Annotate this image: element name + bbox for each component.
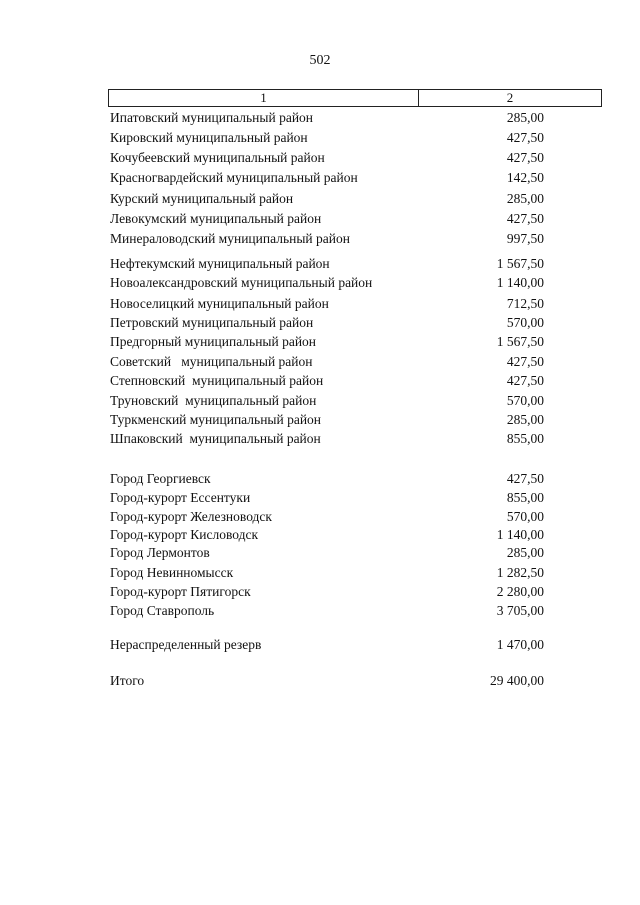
- table-row: [110, 255, 544, 273]
- row-value: 570,00: [506, 315, 544, 330]
- row-value: 1 470,00: [496, 637, 544, 652]
- row-name: Предгорный муниципальный район: [110, 334, 317, 349]
- row-value: 427,50: [506, 471, 544, 486]
- table-row: [110, 583, 544, 601]
- row-value: 427,50: [506, 211, 544, 226]
- row-name: Новоселицкий муниципальный район: [110, 296, 329, 311]
- table-row: [110, 190, 544, 208]
- row-value: 1 282,50: [496, 565, 544, 580]
- table-row: [110, 489, 544, 507]
- table-row: [110, 526, 544, 544]
- table-row: [110, 169, 544, 187]
- row-name: Кировский муниципальный район: [110, 130, 308, 145]
- table-row: [110, 353, 544, 371]
- row-name: Город Лермонтов: [110, 545, 210, 560]
- row-value: 285,00: [506, 545, 544, 560]
- row-name: Город-курорт Ессентуки: [110, 490, 251, 505]
- row-name: Шпаковский муниципальный район: [110, 431, 321, 446]
- row-value: 427,50: [506, 373, 544, 388]
- row-name: Город Ставрополь: [110, 603, 215, 618]
- row-name: Город-курорт Кисловодск: [110, 527, 259, 542]
- row-name: Петровский муниципальный район: [110, 315, 314, 330]
- row-value: 427,50: [506, 354, 544, 369]
- table-row: [110, 314, 544, 332]
- row-value: 427,50: [506, 130, 544, 145]
- row-name: Минераловодский муниципальный район: [110, 231, 350, 246]
- row-name: Труновский муниципальный район: [110, 393, 317, 408]
- page-number: 502: [309, 53, 331, 68]
- row-name: Новоалександровский муниципальный район: [110, 275, 373, 290]
- column-header-2: 2: [506, 90, 514, 105]
- row-name: Нераспределенный резерв: [110, 637, 262, 652]
- table-row: [110, 333, 544, 351]
- table-row: [110, 636, 544, 654]
- row-value: 855,00: [506, 431, 544, 446]
- row-name: Город Георгиевск: [110, 471, 211, 486]
- row-value: 712,50: [506, 296, 544, 311]
- row-name: Красногвардейский муниципальный район: [110, 170, 358, 185]
- table-row: [110, 274, 544, 292]
- table-row: [110, 544, 544, 562]
- table-row: [110, 295, 544, 313]
- row-value: 2 280,00: [496, 584, 544, 599]
- row-value: 285,00: [506, 412, 544, 427]
- row-value: 1 567,50: [496, 256, 544, 271]
- row-name: Город-курорт Железноводск: [110, 509, 272, 524]
- table-header: [108, 89, 602, 107]
- row-value: 3 705,00: [496, 603, 544, 618]
- row-value: 855,00: [506, 490, 544, 505]
- row-value: 1 140,00: [496, 275, 544, 290]
- table-row: [110, 372, 544, 390]
- row-name: Туркменский муниципальный район: [110, 412, 322, 427]
- table-row: [110, 602, 544, 620]
- table-row: [110, 564, 544, 582]
- row-value: 29 400,00: [490, 673, 544, 688]
- row-name: Город Невинномысск: [110, 565, 234, 580]
- row-value: 427,50: [506, 150, 544, 165]
- table-row: [110, 129, 544, 147]
- row-value: 285,00: [506, 110, 544, 125]
- table-row: [110, 470, 544, 488]
- row-value: 1 140,00: [496, 527, 544, 542]
- table-row-total: [110, 672, 544, 690]
- table-row: [110, 411, 544, 429]
- row-name: Левокумский муниципальный район: [110, 211, 322, 226]
- row-value: 142,50: [506, 170, 544, 185]
- row-value: 1 567,50: [496, 334, 544, 349]
- table-row: [110, 109, 544, 127]
- row-name: Степновский муниципальный район: [110, 373, 324, 388]
- row-name: Итого: [110, 673, 145, 688]
- column-header-1: 1: [109, 90, 419, 106]
- row-name: Город-курорт Пятигорск: [110, 584, 251, 599]
- row-name: Советский муниципальный район: [110, 354, 313, 369]
- row-name: Кочубеевский муниципальный район: [110, 150, 325, 165]
- table-row: [110, 392, 544, 410]
- table-row: [110, 430, 544, 448]
- row-value: 570,00: [506, 509, 544, 524]
- table-row: [110, 508, 544, 526]
- row-value: 285,00: [506, 191, 544, 206]
- row-value: 997,50: [506, 231, 544, 246]
- table-row: [110, 230, 544, 248]
- row-name: Ипатовский муниципальный район: [110, 110, 314, 125]
- row-name: Курский муниципальный район: [110, 191, 294, 206]
- row-name: Нефтекумский муниципальный район: [110, 256, 330, 271]
- table-row: [110, 149, 544, 167]
- table-row: [110, 210, 544, 228]
- row-value: 570,00: [506, 393, 544, 408]
